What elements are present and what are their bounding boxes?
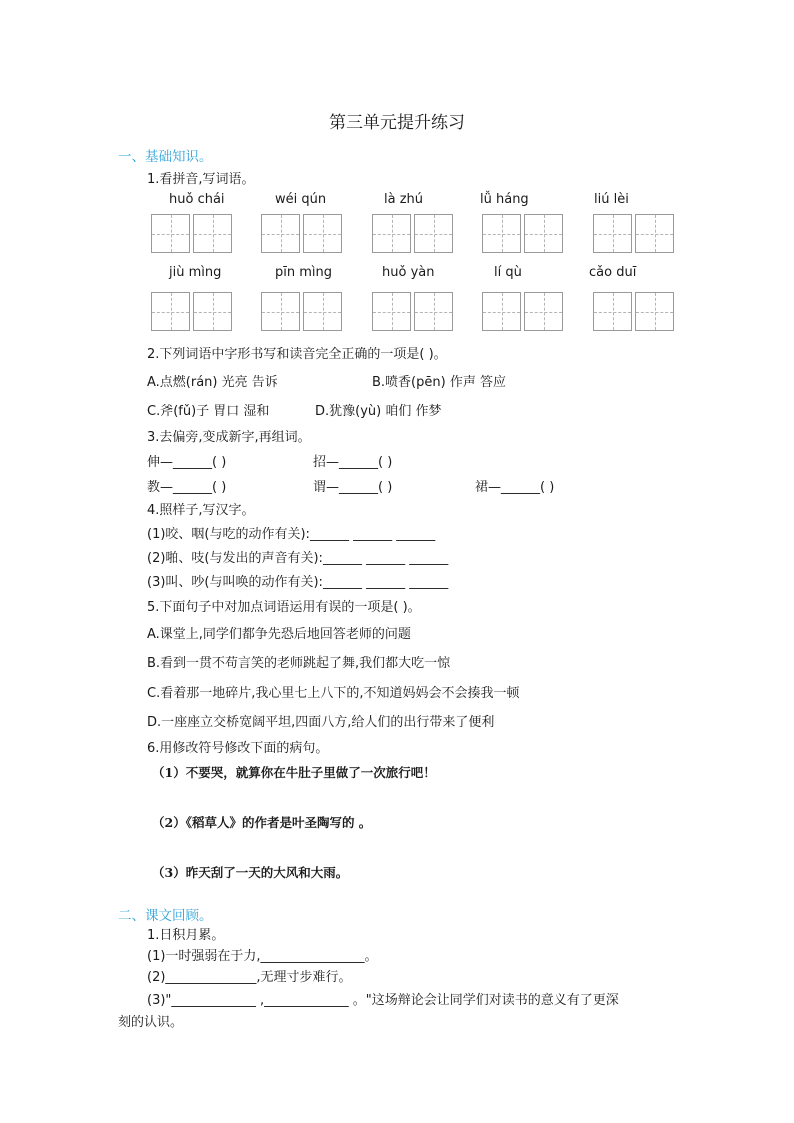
writing-grid-box[interactable] bbox=[593, 292, 632, 331]
fill-blank-item: (1)咬、咽(与吃的动作有关):______ ______ ______ bbox=[147, 527, 436, 542]
pinyin-label: cǎo duī bbox=[589, 265, 637, 280]
writing-grid-box[interactable] bbox=[151, 292, 190, 331]
pinyin-label: jiù mìng bbox=[169, 265, 222, 280]
faulty-sentence: （2）《稻草人》的作者是叶圣陶写的 。 bbox=[152, 815, 372, 830]
question-r1: 1.日积月累。 bbox=[147, 928, 225, 943]
option-a: A.点燃(rán) 光亮 告诉 bbox=[147, 375, 278, 390]
writing-grid-box[interactable] bbox=[593, 214, 632, 253]
faulty-sentence: （1）不要哭，就算你在牛肚子里做了一次旅行吧！ bbox=[152, 765, 436, 780]
option-c: C.看着那一地碎片,我心里七上八下的,不知道妈妈会不会揍我一顿 bbox=[147, 686, 520, 701]
question-2: 2.下列词语中字形书写和读音完全正确的一项是( )。 bbox=[147, 347, 447, 362]
writing-grid-box[interactable] bbox=[261, 214, 300, 253]
option-c: C.斧(fǔ)子 胃口 湿和 bbox=[147, 404, 270, 419]
fill-blank-item: (2)______________,无理寸步难行。 bbox=[147, 970, 352, 985]
pinyin-label: lí qù bbox=[494, 265, 522, 280]
pinyin-label: wéi qún bbox=[275, 192, 327, 207]
fill-blank-item: 招—______( ) bbox=[313, 455, 393, 470]
faulty-sentence: （3）昨天刮了一天的大风和大雨。 bbox=[152, 865, 349, 880]
writing-grid-box[interactable] bbox=[635, 214, 674, 253]
section-heading-basics: 一、基础知识。 bbox=[118, 149, 213, 165]
pinyin-label: liú lèi bbox=[594, 192, 629, 207]
writing-grid-box[interactable] bbox=[261, 292, 300, 331]
page-title: 第三单元提升练习 bbox=[329, 113, 465, 133]
fill-blank-item: 裙—______( ) bbox=[475, 480, 555, 495]
writing-grid-box[interactable] bbox=[524, 292, 563, 331]
fill-blank-item: (2)啪、吱(与发出的声音有关):______ ______ ______ bbox=[147, 551, 449, 566]
option-d: D.犹豫(yù) 咱们 作梦 bbox=[315, 404, 442, 419]
writing-grid-box[interactable] bbox=[193, 292, 232, 331]
option-b: B.看到一贯不苟言笑的老师跳起了舞,我们都大吃一惊 bbox=[147, 656, 451, 671]
pinyin-label: huǒ yàn bbox=[382, 265, 435, 280]
writing-grid-box[interactable] bbox=[524, 214, 563, 253]
question-4: 4.照样子,写汉字。 bbox=[147, 503, 255, 518]
section-heading-review: 二、课文回顾。 bbox=[118, 908, 213, 924]
writing-grid-box[interactable] bbox=[151, 214, 190, 253]
fill-blank-item: 伸—______( ) bbox=[147, 455, 227, 470]
writing-grid-box[interactable] bbox=[414, 214, 453, 253]
writing-grid-box[interactable] bbox=[414, 292, 453, 331]
option-b: B.喷香(pēn) 作声 答应 bbox=[372, 375, 506, 390]
pinyin-label: pīn mìng bbox=[275, 265, 333, 280]
fill-blank-item: 谓—______( ) bbox=[313, 480, 393, 495]
question-1: 1.看拼音,写词语。 bbox=[147, 172, 255, 187]
writing-grid-box[interactable] bbox=[482, 214, 521, 253]
fill-blank-item: 教—______( ) bbox=[147, 480, 227, 495]
writing-grid-box[interactable] bbox=[372, 214, 411, 253]
question-5: 5.下面句子中对加点词语运用有误的一项是( )。 bbox=[147, 600, 421, 615]
writing-grid-box[interactable] bbox=[482, 292, 521, 331]
fill-blank-item: (3)"_____________ ,_____________ 。"这场辩论会让同学们对读书的意义有了更深 bbox=[147, 993, 619, 1008]
question-3: 3.去偏旁,变成新字,再组词。 bbox=[147, 430, 311, 445]
question-6: 6.用修改符号修改下面的病句。 bbox=[147, 741, 329, 756]
writing-grid-box[interactable] bbox=[372, 292, 411, 331]
fill-blank-continuation: 刻的认识。 bbox=[118, 1015, 184, 1030]
writing-grid-box[interactable] bbox=[303, 292, 342, 331]
fill-blank-item: (3)叫、吵(与叫唤的动作有关):______ ______ ______ bbox=[147, 575, 449, 590]
pinyin-label: huǒ chái bbox=[169, 192, 225, 207]
pinyin-label: là zhú bbox=[384, 192, 424, 207]
writing-grid-box[interactable] bbox=[635, 292, 674, 331]
option-d: D.一座座立交桥宽阔平坦,四面八方,给人们的出行带来了便利 bbox=[147, 715, 495, 730]
writing-grid-box[interactable] bbox=[193, 214, 232, 253]
option-a: A.课堂上,同学们都争先恐后地回答老师的问题 bbox=[147, 627, 411, 642]
writing-grid-box[interactable] bbox=[303, 214, 342, 253]
pinyin-label: lǚ háng bbox=[480, 192, 529, 207]
fill-blank-item: (1)一时强弱在于力,________________。 bbox=[147, 949, 378, 964]
